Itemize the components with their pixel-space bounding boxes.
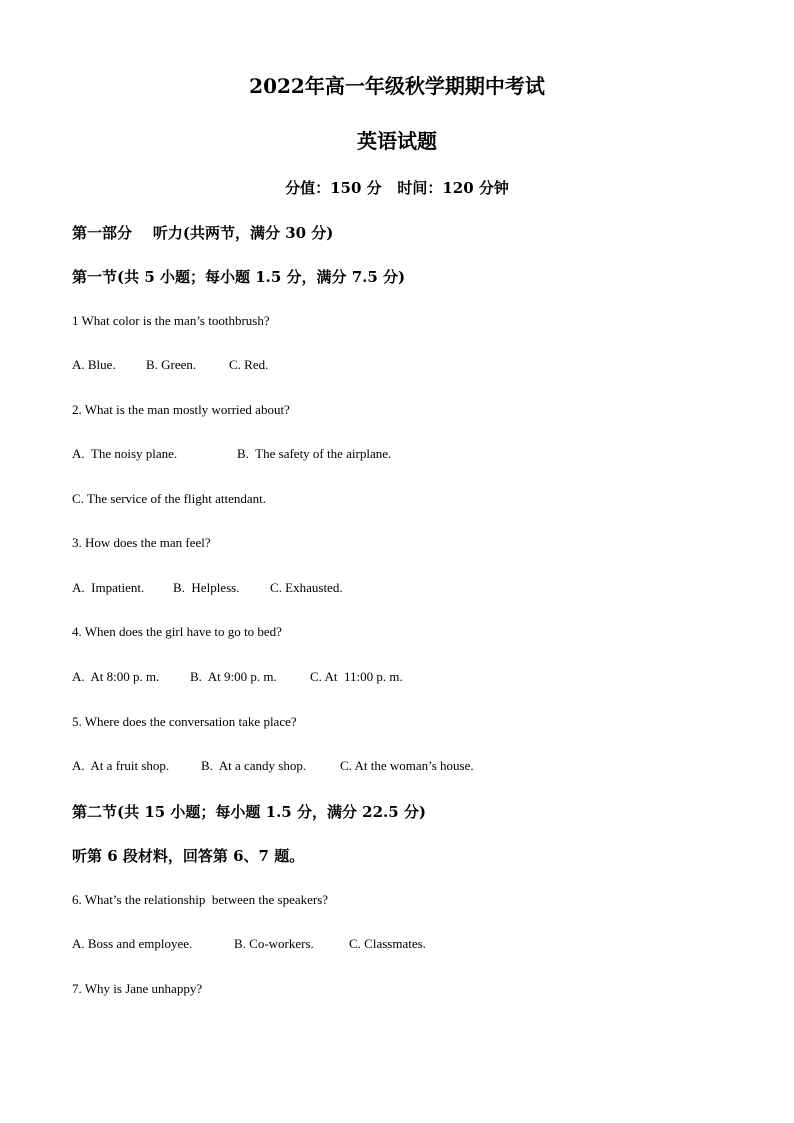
q6-option-c: C. Classmates. [349, 936, 426, 951]
q5-option-b: B. At a candy shop. [201, 758, 307, 773]
q2-option-a: A. The noisy plane. [72, 446, 178, 461]
question-4: 4. When does the girl have to go to bed? [72, 624, 282, 639]
exam-meta: 分值：150 分 时间：120 分钟 [285, 179, 509, 197]
q3-option-a: A. Impatient. [72, 580, 145, 595]
question-3: 3. How does the man feel? [72, 535, 211, 550]
section2-heading: 第二节(共 15 小题；每小题 1.5 分，满分 22.5 分) [72, 803, 427, 821]
q2-option-c: C. The service of the flight attendant. [72, 491, 266, 506]
q5-option-c: C. At the woman’s house. [340, 758, 474, 773]
question-1: 1 What color is the man’s toothbrush? [72, 313, 270, 328]
q1-option-b: B. Green. [146, 357, 197, 372]
q1-option-a: A. Blue. [72, 357, 116, 372]
q3-option-b: B. Helpless. [173, 580, 240, 595]
question-5: 5. Where does the conversation take place? [72, 714, 297, 729]
question-6: 6. What’s the relationship between the speakers? [72, 892, 329, 907]
part-heading: 第一部分 听力(共两节，满分 30 分) [72, 224, 334, 242]
exam-title: 2022年高一年级秋学期期中考试 [249, 74, 545, 98]
question-7: 7. Why is Jane unhappy? [72, 981, 203, 996]
q6-option-a: A. Boss and employee. [72, 936, 193, 951]
q2-option-b: B. The safety of the airplane. [237, 446, 392, 461]
q5-option-a: A. At a fruit shop. [72, 758, 170, 773]
q4-option-c: C. At 11:00 p. m. [310, 669, 403, 684]
section-heading: 第一节(共 5 小题；每小题 1.5 分，满分 7.5 分) [72, 268, 406, 286]
question-2: 2. What is the man mostly worried about? [72, 402, 290, 417]
q6-option-b: B. Co-workers. [234, 936, 314, 951]
section2-instruction: 听第 6 段材料，回答第 6、7 题。 [72, 847, 305, 865]
q1-option-c: C. Red. [229, 357, 269, 372]
exam-subtitle: 英语试题 [357, 129, 437, 153]
q4-option-a: A. At 8:00 p. m. [72, 669, 160, 684]
q4-option-b: B. At 9:00 p. m. [190, 669, 277, 684]
q3-option-c: C. Exhausted. [270, 580, 343, 595]
